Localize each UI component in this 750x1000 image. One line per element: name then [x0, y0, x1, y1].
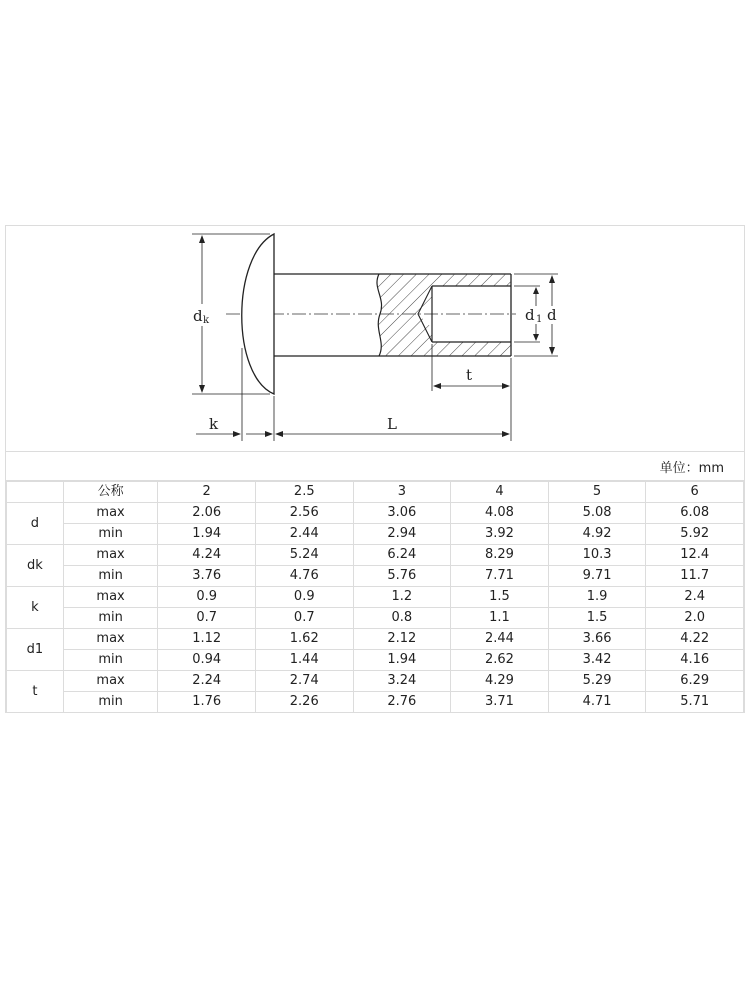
d1-label-sub: 1 [536, 314, 543, 325]
max-value: 4.24 [158, 545, 256, 566]
max-value: 5.08 [548, 503, 646, 524]
table-row [7, 524, 744, 545]
max-value: 1.12 [158, 629, 256, 650]
max-value: 2.06 [158, 503, 256, 524]
table-row [7, 587, 744, 608]
nominal-size: 4 [451, 482, 549, 503]
max-value: 0.9 [158, 587, 256, 608]
max-value: 0.9 [255, 587, 353, 608]
rivet-head [242, 234, 274, 394]
min-value: 0.94 [158, 650, 256, 671]
min-value: 1.44 [255, 650, 353, 671]
d-arrow-top [549, 275, 555, 283]
d1-label: d [525, 306, 535, 324]
max-label: max [63, 587, 158, 608]
min-value: 1.1 [451, 608, 549, 629]
param-name: dk [7, 545, 64, 587]
table-row [7, 671, 744, 692]
max-value: 4.29 [451, 671, 549, 692]
k-arrow-left [233, 431, 241, 437]
min-value: 2.94 [353, 524, 451, 545]
min-value: 5.71 [646, 692, 744, 713]
min-value: 2.44 [255, 524, 353, 545]
max-value: 1.62 [255, 629, 353, 650]
max-value: 10.3 [548, 545, 646, 566]
rivet-drawing [6, 226, 744, 452]
max-value: 2.12 [353, 629, 451, 650]
t-label: t [466, 366, 473, 384]
table-row [7, 650, 744, 671]
min-value: 1.5 [548, 608, 646, 629]
max-value: 2.56 [255, 503, 353, 524]
max-value: 6.08 [646, 503, 744, 524]
min-label: min [63, 524, 158, 545]
table-row [7, 629, 744, 650]
max-value: 3.06 [353, 503, 451, 524]
unit-row [6, 451, 744, 481]
min-value: 0.7 [255, 608, 353, 629]
t-arrow-right [502, 383, 510, 389]
max-value: 3.66 [548, 629, 646, 650]
dk-label: d [193, 307, 203, 325]
table-row [7, 545, 744, 566]
param-name: d1 [7, 629, 64, 671]
min-value: 1.94 [158, 524, 256, 545]
nominal-size: 6 [646, 482, 744, 503]
param-name: t [7, 671, 64, 713]
table-row [7, 692, 744, 713]
dk-label-sub: k [203, 315, 210, 326]
max-value: 6.24 [353, 545, 451, 566]
min-value: 2.76 [353, 692, 451, 713]
table-row [7, 503, 744, 524]
min-value: 2.26 [255, 692, 353, 713]
min-value: 9.71 [548, 566, 646, 587]
min-value: 2.0 [646, 608, 744, 629]
max-label: max [63, 629, 158, 650]
spec-table [6, 481, 744, 713]
table-row [7, 566, 744, 587]
L-arrow-right [502, 431, 510, 437]
min-value: 0.7 [158, 608, 256, 629]
nominal-size: 5 [548, 482, 646, 503]
d-arrow-bottom [549, 347, 555, 355]
min-label: min [63, 692, 158, 713]
t-arrow-left [433, 383, 441, 389]
nominal-size: 3 [353, 482, 451, 503]
min-label: min [63, 608, 158, 629]
min-value: 1.76 [158, 692, 256, 713]
corner-cell [7, 482, 64, 503]
dk-arrow-top [199, 235, 205, 243]
max-value: 2.24 [158, 671, 256, 692]
dk-arrow-bottom [199, 385, 205, 393]
max-value: 3.24 [353, 671, 451, 692]
max-value: 4.08 [451, 503, 549, 524]
max-value: 1.2 [353, 587, 451, 608]
param-name: d [7, 503, 64, 545]
min-value: 3.42 [548, 650, 646, 671]
max-value: 6.29 [646, 671, 744, 692]
min-value: 4.71 [548, 692, 646, 713]
max-value: 8.29 [451, 545, 549, 566]
k-arrow-right [265, 431, 273, 437]
min-value: 3.76 [158, 566, 256, 587]
max-value: 2.44 [451, 629, 549, 650]
min-value: 3.71 [451, 692, 549, 713]
k-label: k [209, 415, 219, 433]
min-value: 4.92 [548, 524, 646, 545]
min-value: 0.8 [353, 608, 451, 629]
max-value: 2.4 [646, 587, 744, 608]
max-value: 12.4 [646, 545, 744, 566]
max-value: 5.29 [548, 671, 646, 692]
table-row [7, 608, 744, 629]
min-value: 5.92 [646, 524, 744, 545]
spec-sheet [5, 225, 745, 713]
max-label: max [63, 671, 158, 692]
min-value: 7.71 [451, 566, 549, 587]
max-label: max [63, 503, 158, 524]
L-label: L [387, 415, 397, 433]
min-value: 4.16 [646, 650, 744, 671]
d1-arrow-bottom [533, 334, 539, 341]
max-value: 4.22 [646, 629, 744, 650]
header-row [7, 482, 744, 503]
min-value: 1.94 [353, 650, 451, 671]
d-label: d [547, 306, 557, 324]
nominal-header: 公称 [63, 482, 158, 503]
min-label: min [63, 650, 158, 671]
min-value: 11.7 [646, 566, 744, 587]
min-value: 3.92 [451, 524, 549, 545]
unit-label: 单位：mm [659, 461, 724, 476]
max-value: 1.9 [548, 587, 646, 608]
max-value: 1.5 [451, 587, 549, 608]
param-name: k [7, 587, 64, 629]
max-label: max [63, 545, 158, 566]
min-label: min [63, 566, 158, 587]
min-value: 4.76 [255, 566, 353, 587]
nominal-size: 2.5 [255, 482, 353, 503]
max-value: 2.74 [255, 671, 353, 692]
max-value: 5.24 [255, 545, 353, 566]
d1-arrow-top [533, 287, 539, 294]
rivet-technical-drawing [6, 226, 744, 451]
min-value: 5.76 [353, 566, 451, 587]
nominal-size: 2 [158, 482, 256, 503]
L-arrow-left [275, 431, 283, 437]
min-value: 2.62 [451, 650, 549, 671]
